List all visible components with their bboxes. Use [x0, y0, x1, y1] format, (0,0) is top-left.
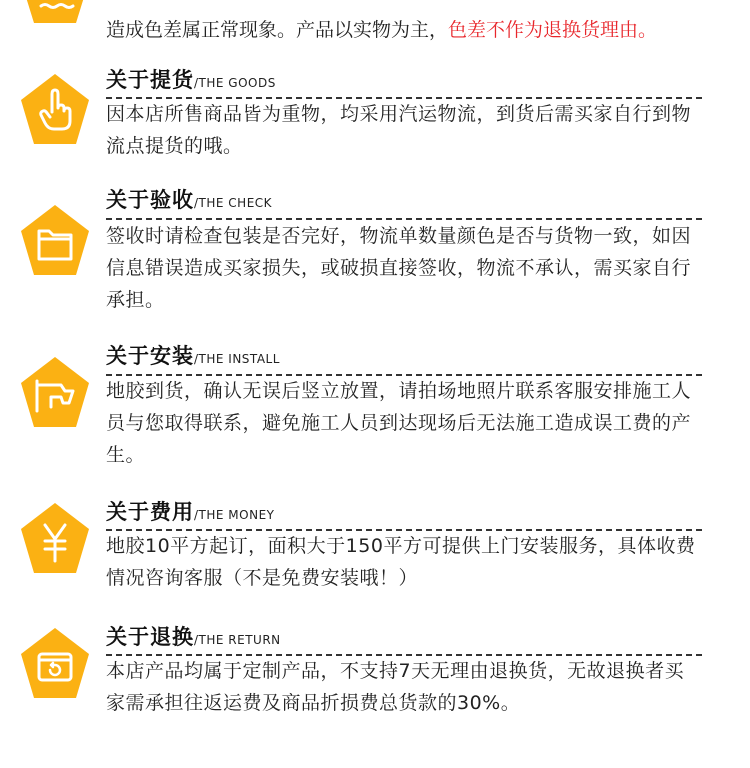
- section-body: 地胶10平方起订，面积大于150平方可提供上门安装服务，具体收费情况咨询客服（不是免费安装哦！）: [106, 535, 696, 589]
- section-title: 关于提货: [106, 68, 194, 92]
- section-subtitle: /THE RETURN: [194, 633, 281, 647]
- yen-icon: [19, 501, 91, 573]
- section-title-row: [106, 64, 276, 94]
- section-subtitle: /THE CHECK: [194, 196, 273, 210]
- section-title: 关于费用: [106, 500, 194, 524]
- folder-icon: [19, 203, 91, 275]
- section-body: 因本店所售商品皆为重物，均采用汽运物流，到货后需买家自行到物流点提货的哦。: [106, 103, 692, 157]
- pointer-hand-icon: [19, 72, 91, 144]
- section-title: 关于安装: [106, 344, 194, 368]
- return-box-icon: [19, 626, 91, 698]
- section-subtitle: /THE GOODS: [194, 76, 276, 90]
- section-body: 地胶到货，确认无误后竖立放置，请拍场地照片联系客服安排施工人员与您取得联系，避免施工人员到达现场后无法施工造成误工费的产生。: [106, 380, 692, 466]
- section-subtitle: /THE MONEY: [194, 508, 275, 522]
- section-title: 关于退换: [106, 625, 194, 649]
- section-subtitle: /THE INSTALL: [194, 352, 280, 366]
- section-title: 关于验收: [106, 188, 194, 212]
- section-title-row: [106, 340, 280, 370]
- section-title-row: [106, 184, 272, 214]
- section-body: 签收时请检查包装是否完好，物流单数量颜色是否与货物一致，如因信息错误造成买家损失，或破损直接签收，物流不承认，需买家自行承担。: [106, 225, 692, 311]
- section-title-row: [106, 621, 281, 651]
- highlight-text: 色差不作为退换货理由。: [448, 19, 658, 41]
- pentagon-icon: [19, 0, 91, 26]
- install-icon: [19, 355, 91, 427]
- section-title-row: [106, 496, 274, 526]
- section-body: 本店产品均属于定制产品，不支持7天无理由退换货，无故退换者买家需承担往返运费及商品折损费总货款的30%。: [106, 660, 685, 714]
- top-partial-text: 造成色差属正常现象。产品以实物为主，色差不作为退换货理由。: [106, 19, 658, 41]
